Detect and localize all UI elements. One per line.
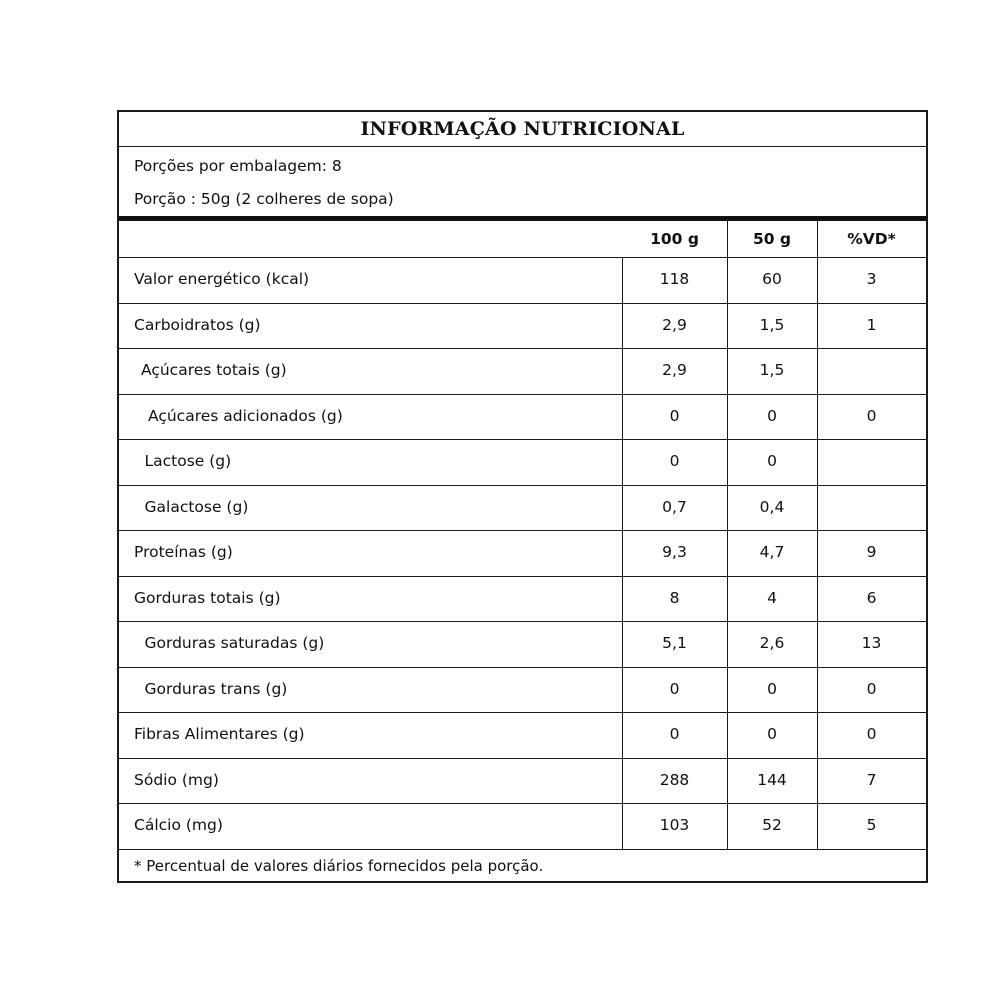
nutrient-name: Valor energético (kcal) (134, 270, 310, 288)
nutrient-name: Gorduras trans (g) (144, 679, 288, 698)
daily-value-percent: 0 (866, 725, 877, 743)
value-per-100g: 103 (659, 816, 690, 834)
row-divider (119, 849, 926, 850)
daily-value-percent: 5 (866, 816, 877, 834)
daily-value-percent: 7 (866, 770, 877, 789)
daily-value-percent: 3 (866, 270, 877, 288)
row-divider (119, 803, 926, 804)
table-row (119, 530, 926, 575)
nutrient-name: Açúcares adicionados (g) (148, 406, 343, 425)
value-per-50g: 0 (767, 452, 777, 470)
daily-value-percent (817, 439, 926, 484)
column-header-50g: 50 g (752, 230, 792, 248)
table-row (119, 485, 926, 530)
value-per-50g: 0 (767, 679, 777, 698)
row-divider (119, 621, 926, 622)
table-row (119, 803, 926, 848)
value-per-100g: 2,9 (662, 315, 687, 334)
table-row (119, 576, 926, 621)
daily-value-percent: 1 (866, 315, 877, 334)
table-row (119, 712, 926, 757)
row-divider (119, 439, 926, 440)
row-divider (119, 530, 926, 531)
nutrition-facts-table (117, 110, 928, 883)
table-row (119, 348, 926, 393)
row-divider (119, 712, 926, 713)
nutrient-name: Sódio (mg) (134, 770, 219, 789)
table-row (119, 394, 926, 439)
row-divider (119, 303, 926, 304)
serving-size: Porção : 50g (2 colheres de sopa) (134, 190, 394, 208)
table-row (119, 439, 926, 484)
row-divider (119, 257, 926, 258)
table-row (119, 621, 926, 666)
nutrient-name: Lactose (g) (144, 452, 232, 470)
value-per-100g: 0 (669, 725, 680, 743)
daily-value-percent: 6 (866, 588, 877, 607)
value-per-50g: 4,7 (759, 543, 785, 561)
row-divider (119, 667, 926, 668)
value-per-100g: 8 (669, 588, 680, 607)
table-title: INFORMAÇÃO NUTRICIONAL (119, 112, 926, 147)
value-per-100g: 288 (659, 770, 690, 789)
row-divider (119, 485, 926, 486)
row-divider (119, 394, 926, 395)
value-per-50g: 4 (767, 588, 777, 607)
value-per-50g: 1,5 (759, 361, 785, 379)
column-header-100g: 100 g (650, 230, 699, 248)
nutrient-name: Cálcio (mg) (134, 816, 223, 834)
value-per-50g: 0 (767, 406, 777, 425)
daily-value-percent: 13 (861, 634, 882, 652)
daily-value-percent: 0 (866, 679, 877, 698)
value-per-50g: 2,6 (759, 634, 785, 652)
nutrient-name: Carboidratos (g) (134, 315, 261, 334)
value-per-50g: 0 (767, 725, 777, 743)
nutrient-name: Açúcares totais (g) (141, 361, 287, 379)
daily-value-percent: 9 (866, 543, 877, 561)
column-divider (727, 221, 728, 849)
column-header-vd: %VD* (847, 230, 896, 248)
row-divider (119, 348, 926, 349)
table-row (119, 257, 926, 302)
daily-value-percent: 0 (866, 406, 877, 425)
footnote: * Percentual de valores diários fornecidos pela porção. (134, 856, 544, 875)
table-row (119, 758, 926, 803)
value-per-100g: 118 (659, 270, 690, 288)
value-per-100g: 0,7 (662, 497, 687, 516)
nutrient-name: Fibras Alimentares (g) (134, 725, 305, 743)
value-per-100g: 2,9 (662, 361, 687, 379)
table-row (119, 667, 926, 712)
daily-value-percent (817, 348, 926, 393)
value-per-100g: 9,3 (662, 543, 687, 561)
value-per-100g: 0 (669, 406, 680, 425)
column-divider (622, 257, 623, 849)
value-per-50g: 60 (762, 270, 782, 288)
value-per-100g: 0 (669, 679, 680, 698)
row-divider (119, 576, 926, 577)
value-per-100g: 5,1 (662, 634, 687, 652)
value-per-50g: 1,5 (759, 315, 785, 334)
row-divider (119, 758, 926, 759)
column-divider (817, 221, 818, 849)
nutrient-name: Galactose (g) (144, 497, 249, 516)
nutrient-name: Gorduras totais (g) (134, 588, 281, 607)
value-per-100g: 0 (669, 452, 680, 470)
value-per-50g: 144 (757, 770, 787, 789)
value-per-50g: 52 (762, 816, 782, 834)
nutrient-name: Gorduras saturadas (g) (144, 634, 325, 652)
nutrient-name: Proteínas (g) (134, 543, 233, 561)
servings-per-package: Porções por embalagem: 8 (134, 157, 342, 175)
table-row (119, 303, 926, 348)
daily-value-percent (817, 485, 926, 530)
value-per-50g: 0,4 (759, 497, 785, 516)
